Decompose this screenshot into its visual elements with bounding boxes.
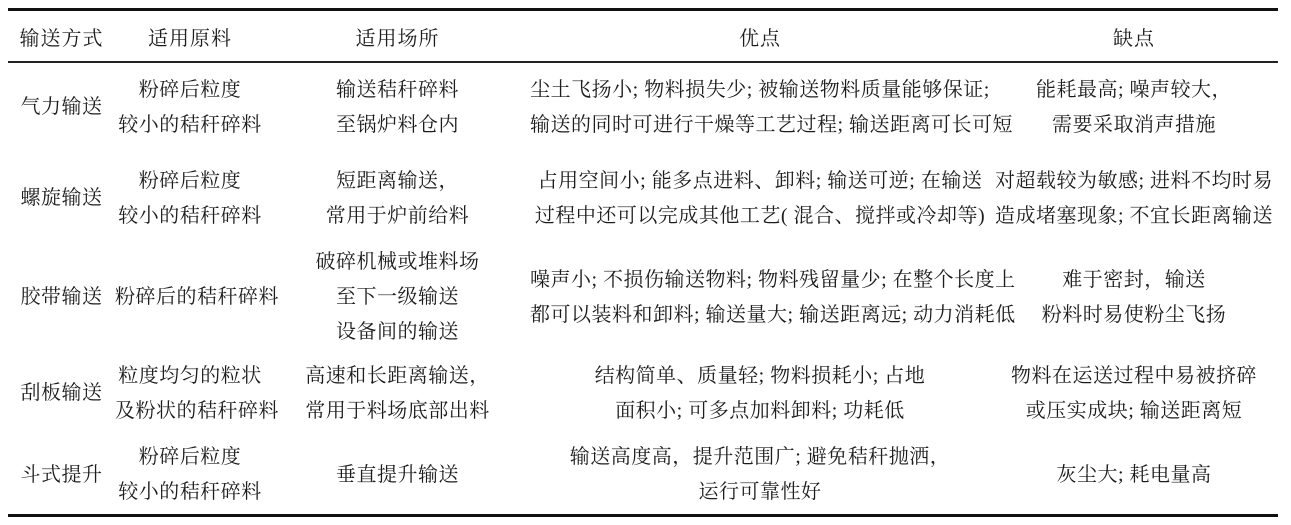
- cell-line: 灰尘大; 耗电量高: [1056, 463, 1212, 486]
- cell-advantages: [530, 437, 990, 515]
- cell-line: 尘土飞扬小; 物料损失少; 被输送物料质量能够保证;: [530, 78, 990, 101]
- cell-line: 结构简单、质量轻; 物料损耗小; 占地: [594, 364, 926, 387]
- cell-disadvantages: [990, 152, 1278, 245]
- cell-line: 对超载较为敏感; 进料不均时易: [994, 169, 1274, 192]
- cell-method: [8, 62, 115, 152]
- cell-line: 或压实成块; 输送距离短: [1025, 399, 1243, 422]
- col-header-method: 输送方式: [8, 10, 115, 63]
- col-header-advantages: 优点: [530, 10, 990, 63]
- cell-line: 胶带输送: [20, 286, 103, 308]
- cell-line: 至锅炉料仓内: [336, 113, 459, 136]
- table-row: [8, 62, 1278, 152]
- cell-material: [115, 152, 265, 245]
- cell-line: 粉碎后粒度: [138, 169, 242, 192]
- cell-line: 至下一级输送: [336, 286, 459, 308]
- cell-line: 粉碎后的秸秆碎料: [115, 286, 279, 308]
- cell-advantages: [530, 62, 1014, 152]
- cell-line: 粉料时易使粉尘飞扬: [1041, 303, 1227, 326]
- cell-material: [115, 350, 279, 437]
- table-row: [8, 152, 1278, 245]
- table-row: [8, 437, 1278, 515]
- cell-line: 破碎机械或堆料场: [315, 251, 480, 273]
- cell-line: 及粉状的秸秆碎料: [115, 399, 279, 422]
- cell-line: 面积小; 可多点加料卸料; 功耗低: [615, 399, 905, 422]
- cell-advantages: [530, 152, 990, 245]
- cell-line: 高速和长距离输送，: [305, 364, 490, 387]
- cell-line: 需要采取消声措施: [1052, 113, 1216, 136]
- cell-line: 过程中还可以完成其他工艺( 混合、搅拌或冷却等): [534, 204, 986, 227]
- conveying-methods-table: [8, 8, 1278, 517]
- cell-line: 刮板输送: [20, 382, 103, 404]
- cell-material: [115, 62, 265, 152]
- cell-line: 斗式提升: [20, 463, 103, 486]
- cell-line: 噪声小; 不损伤输送物料; 物料残留量少; 在整个长度上: [530, 268, 1016, 291]
- cell-line: 常用于料场底部出料: [305, 399, 490, 422]
- cell-material: [115, 437, 265, 515]
- cell-line: 较小的秸秆碎料: [118, 204, 262, 227]
- cell-advantages: [530, 245, 1016, 350]
- cell-line: 较小的秸秆碎料: [118, 481, 262, 504]
- col-header-place: 适用场所: [265, 10, 530, 63]
- col-header-material: 适用原料: [115, 10, 265, 63]
- cell-line: 常用于炉前给料: [325, 204, 470, 227]
- cell-line: 粒度均匀的粒状: [118, 364, 262, 387]
- cell-line: 占用空间小; 能多点进料、卸料; 输送可逆; 在输送: [537, 169, 983, 192]
- cell-line: 都可以装料和卸料; 输送量大; 输送距离远; 动力消耗低: [530, 303, 1016, 326]
- cell-line: 气力输送: [20, 96, 103, 118]
- cell-line: 粉碎后粒度: [138, 446, 242, 469]
- cell-line: 短距离输送，: [336, 169, 459, 192]
- table-row: [8, 245, 1278, 350]
- col-header-disadvantages: 缺点: [990, 10, 1278, 63]
- cell-place: [265, 350, 530, 437]
- cell-disadvantages: [990, 245, 1278, 350]
- cell-line: 设备间的输送: [336, 321, 459, 343]
- cell-line: 垂直提升输送: [336, 463, 459, 486]
- table-row: [8, 350, 1278, 437]
- cell-method: [8, 350, 115, 437]
- cell-place: [265, 437, 530, 515]
- cell-line: 粉碎后粒度: [138, 78, 242, 101]
- cell-place: [265, 152, 530, 245]
- cell-line: 输送的同时可进行干燥等工艺过程; 输送距离可长可短: [530, 113, 1014, 136]
- cell-line: 造成堵塞现象; 不宜长距离输送: [994, 204, 1274, 227]
- cell-disadvantages: [990, 62, 1278, 152]
- cell-material: [115, 245, 279, 350]
- cell-line: 难于密封，输送: [1062, 268, 1206, 291]
- cell-place: [265, 245, 530, 350]
- cell-place: [265, 62, 530, 152]
- cell-line: 输送高度高，提升范围广; 避免秸秆抛洒，: [569, 446, 951, 469]
- cell-disadvantages: [990, 437, 1278, 515]
- cell-line: 输送秸秆碎料: [336, 78, 459, 101]
- cell-line: 较小的秸秆碎料: [118, 113, 262, 136]
- cell-disadvantages: [990, 350, 1278, 437]
- cell-method: [8, 152, 115, 245]
- cell-advantages: [530, 350, 990, 437]
- cell-method: [8, 437, 115, 515]
- header-row: [8, 10, 1278, 63]
- cell-line: 能耗最高; 噪声较大，: [1035, 78, 1233, 101]
- cell-method: [8, 245, 115, 350]
- cell-line: 运行可靠性好: [698, 481, 822, 504]
- cell-line: 物料在运送过程中易被挤碎: [1011, 364, 1257, 387]
- cell-line: 螺旋输送: [20, 187, 103, 209]
